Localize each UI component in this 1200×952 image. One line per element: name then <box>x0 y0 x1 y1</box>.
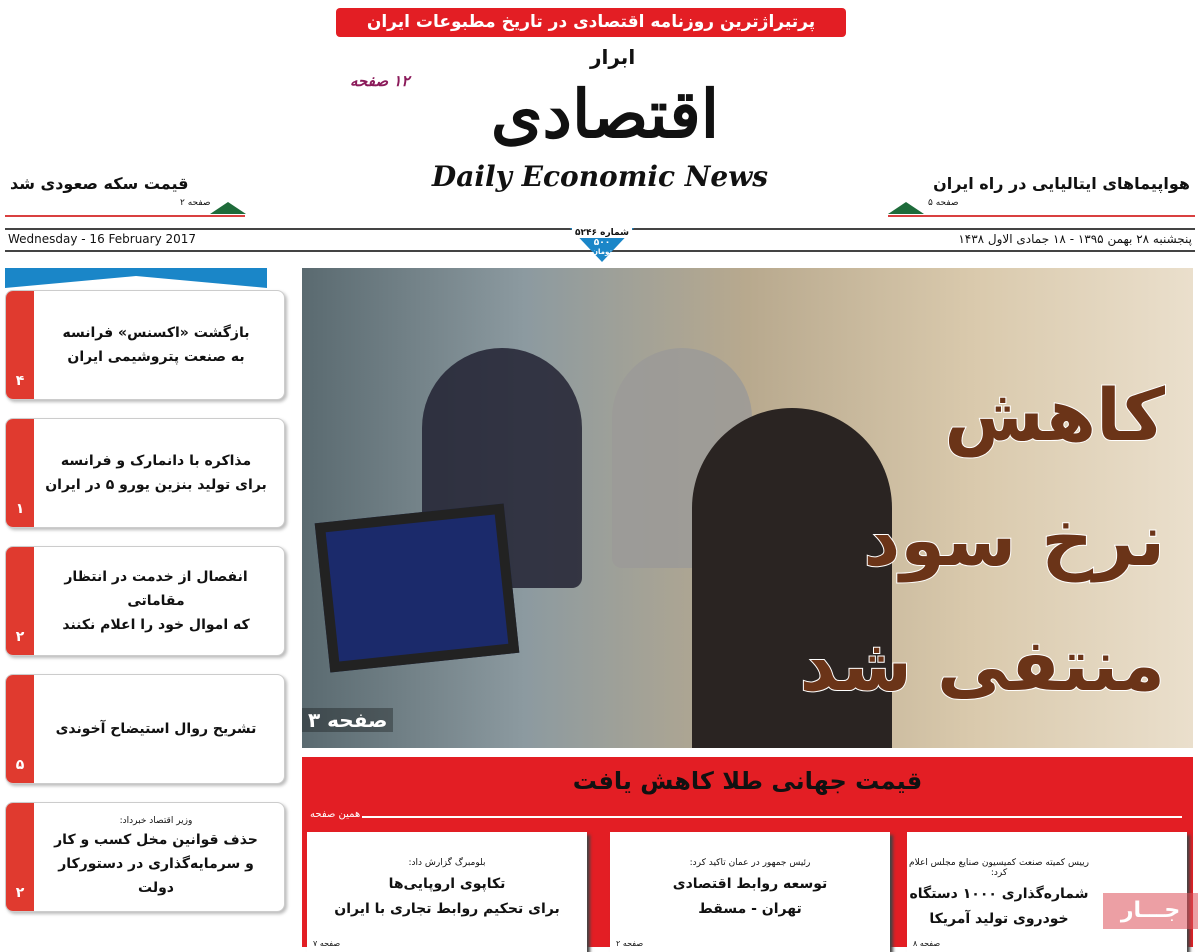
news-text <box>38 419 274 527</box>
triangle-icon <box>888 202 924 214</box>
page-number: ۵ <box>6 675 34 783</box>
news-title-line: برای تولید بنزین یورو ۵ در ایران <box>45 477 267 493</box>
news-text <box>38 291 274 399</box>
issue-info <box>572 228 632 256</box>
divider <box>888 215 1195 217</box>
news-kicker: بلومبرگ گزارش داد: <box>408 858 486 868</box>
sidebar-news-item[interactable] <box>5 290 285 400</box>
news-title-line: توسعه روابط اقتصادی <box>672 876 828 892</box>
headline-line: نرخ سود <box>863 498 1165 582</box>
news-title <box>907 882 1091 932</box>
photo-monitor <box>315 503 520 672</box>
sidebar-news-item[interactable] <box>5 546 285 656</box>
triangle-icon <box>210 202 246 214</box>
news-title-line: انفصال از خدمت در انتظار مقاماتی <box>64 569 248 609</box>
chevron-down-icon <box>5 268 267 288</box>
news-title-line: تکاپوی اروپایی‌ها <box>388 876 506 892</box>
news-title <box>610 872 890 922</box>
issue-price: ۵۰۰ <box>593 238 611 248</box>
sidebar-news-item[interactable] <box>5 674 285 784</box>
logo-small: ابرار <box>590 45 636 69</box>
news-title-line: و سرمایه‌گذاری در دستورکار دولت <box>58 856 254 896</box>
news-text <box>38 803 274 911</box>
news-title-line: بازگشت «اکسنس» فرانسه <box>62 325 250 341</box>
news-title <box>307 872 587 922</box>
headline-line: منتفی شد <box>799 623 1165 707</box>
news-text <box>38 675 274 783</box>
news-title-line: تهران - مسقط <box>698 901 802 917</box>
secondary-section <box>302 757 1193 947</box>
news-kicker: وزیر اقتصاد خبرداد: <box>119 816 193 826</box>
main-photo[interactable] <box>302 268 1193 748</box>
page-ref: صفحه ۷ <box>313 939 341 948</box>
page-count: ۱۲ صفحه <box>350 72 410 90</box>
sidebar-news-item[interactable] <box>5 802 285 912</box>
secondary-headline[interactable]: قیمت جهانی طلا کاهش یافت <box>572 767 923 795</box>
issue-number: شماره ۵۲۴۶ <box>572 228 632 238</box>
page-number: ۲ <box>6 803 34 911</box>
page-ref: صفحه ۲ <box>616 939 644 948</box>
news-title-line: حذف قوانین مخل کسب و کار <box>54 832 258 848</box>
news-title-line: تشریح روال استیضاح آخوندی <box>55 721 257 737</box>
side-headline-right-page: صفحه ۵ <box>928 198 959 208</box>
page-ref: صفحه ۸ <box>913 939 941 948</box>
page-number: ۲ <box>6 547 34 655</box>
logo-persian: اقتصادی <box>490 75 720 153</box>
page-number: ۴ <box>6 291 34 399</box>
side-headline-right[interactable]: هواپیماهای ایتالیایی در راه ایران <box>933 174 1190 193</box>
side-headline-left[interactable]: قیمت سکه صعودی شد <box>10 174 189 193</box>
watermark-logo: جـــار <box>1103 893 1198 929</box>
news-kicker: رئیس جمهور در عمان تاکید کرد: <box>689 858 811 868</box>
news-card[interactable] <box>610 832 890 952</box>
news-card[interactable] <box>907 832 1187 952</box>
date-persian: پنجشنبه ۲۸ بهمن ۱۳۹۵ - ۱۸ جمادی الاول ۱۴۳۸ <box>958 232 1192 246</box>
news-title-line: برای تحکیم روابط تجاری با ایران <box>334 901 560 917</box>
news-title-line: به صنعت پتروشیمی ایران <box>67 349 245 365</box>
same-page-label: همین صفحه <box>310 809 361 820</box>
divider <box>362 816 1182 818</box>
news-kicker: رییس کمیته صنعت کمیسیون صنایع مجلس اعلام کرد: <box>909 858 1089 878</box>
logo-english: Daily Economic News <box>431 160 769 193</box>
news-title-line: که اموال خود را اعلام نکنند <box>62 617 250 633</box>
news-title-line: مذاکره با دانمارک و فرانسه <box>60 453 252 469</box>
news-text <box>38 547 274 655</box>
news-title-line: خودروی تولید آمریکا <box>929 911 1069 927</box>
side-headline-left-page: صفحه ۲ <box>180 198 211 208</box>
headline-line: کاهش <box>944 373 1165 457</box>
news-card[interactable] <box>307 832 587 952</box>
slogan-banner: پرتیراژترین روزنامه اقتصادی در تاریخ مطبوعات ایران <box>336 8 846 37</box>
news-title-line: شماره‌گذاری ۱۰۰۰ دستگاه <box>909 886 1089 902</box>
date-english: Wednesday - 16 February 2017 <box>8 232 197 246</box>
issue-currency: تومان <box>592 248 612 256</box>
main-headline[interactable] <box>800 353 1165 728</box>
main-page-ref: صفحه ۳ <box>302 708 393 732</box>
page-number: ۱ <box>6 419 34 527</box>
divider <box>5 215 245 217</box>
sidebar-news-item[interactable] <box>5 418 285 528</box>
